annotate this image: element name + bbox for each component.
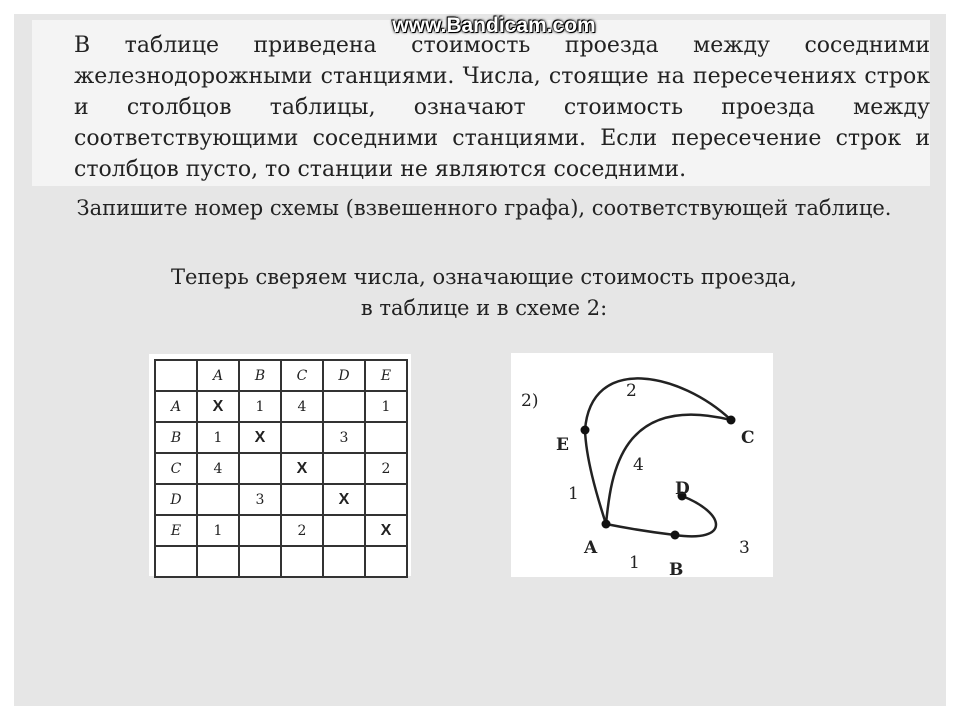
table-row xyxy=(155,546,407,577)
table-corner-cell xyxy=(155,360,197,391)
table-row xyxy=(155,484,407,515)
table-cell: 2 xyxy=(365,453,407,484)
node-c-label: C xyxy=(741,428,755,448)
watermark: www.Bandicam.com xyxy=(392,14,596,37)
row-header: C xyxy=(155,453,197,484)
table-cell xyxy=(323,546,365,577)
row-header: E xyxy=(155,515,197,546)
table-cell xyxy=(281,484,323,515)
row-header: D xyxy=(155,484,197,515)
row-header: A xyxy=(155,391,197,422)
weight-e-c: 2 xyxy=(626,381,637,401)
weight-a-e: 1 xyxy=(568,484,579,504)
node-c-dot xyxy=(727,416,736,425)
table-cell xyxy=(281,546,323,577)
table-cell xyxy=(239,515,281,546)
table-cell xyxy=(281,422,323,453)
node-e-dot xyxy=(581,426,590,435)
column-header: D xyxy=(323,360,365,391)
cost-table-panel xyxy=(149,354,411,576)
table-cell xyxy=(239,546,281,577)
compare-text xyxy=(44,262,924,324)
table-row xyxy=(155,422,407,453)
table-cell: X xyxy=(365,515,407,546)
table-cell xyxy=(239,453,281,484)
table-cell: 4 xyxy=(197,453,239,484)
table-cell: 4 xyxy=(281,391,323,422)
table-cell xyxy=(197,546,239,577)
node-b-dot xyxy=(671,531,680,540)
table-cell xyxy=(323,391,365,422)
compare-line-1: Теперь сверяем числа, означающие стоимость проезда, xyxy=(171,265,797,289)
table-cell: 2 xyxy=(281,515,323,546)
table-row xyxy=(155,391,407,422)
table-cell xyxy=(323,515,365,546)
node-a-dot xyxy=(602,520,611,529)
edge-a-e xyxy=(585,430,606,524)
table-cell: X xyxy=(281,453,323,484)
edge-a-c xyxy=(606,415,731,524)
table-cell xyxy=(323,453,365,484)
table-cell xyxy=(155,546,197,577)
table-cell: 3 xyxy=(323,422,365,453)
weight-a-c: 4 xyxy=(633,455,644,475)
node-d-label: D xyxy=(675,479,690,499)
column-header: C xyxy=(281,360,323,391)
table-cell: 1 xyxy=(197,515,239,546)
compare-line-2: в таблице и в схеме 2: xyxy=(360,296,608,320)
question-text: Запишите номер схемы (взвешенного графа), соответствующей таблице. xyxy=(76,196,892,220)
problem-box xyxy=(32,20,930,186)
edge-a-b xyxy=(606,524,675,535)
table-header-row xyxy=(155,360,407,391)
table-cell xyxy=(365,484,407,515)
column-header: B xyxy=(239,360,281,391)
table-row xyxy=(155,515,407,546)
table-cell: 1 xyxy=(365,391,407,422)
table-cell: X xyxy=(239,422,281,453)
column-header: A xyxy=(197,360,239,391)
table-cell xyxy=(197,484,239,515)
node-a-label: A xyxy=(584,538,598,558)
edge-e-c xyxy=(585,378,731,430)
table-row xyxy=(155,453,407,484)
table-cell xyxy=(365,422,407,453)
cost-table xyxy=(154,359,408,578)
table-cell: X xyxy=(323,484,365,515)
table-cell: 1 xyxy=(197,422,239,453)
problem-text: В таблице приведена стоимость проезда между соседними железнодорожными станциями. Числа, стоящие на пересечениях строк и столбцов таблицы, означают стоимость проезда между соответствующими соседними станциями. Если пересечение строк и столбцов пусто, то станции не являются соседними. xyxy=(74,33,930,182)
table-cell xyxy=(365,546,407,577)
table-cell: 1 xyxy=(239,391,281,422)
node-e-label: E xyxy=(556,435,569,455)
graph-number-label: 2) xyxy=(521,391,539,411)
weighted-graph xyxy=(511,353,773,577)
weight-a-b: 1 xyxy=(629,553,640,573)
row-header: B xyxy=(155,422,197,453)
node-b-label: B xyxy=(669,560,684,577)
table-cell: 3 xyxy=(239,484,281,515)
column-header: E xyxy=(365,360,407,391)
edge-b-d xyxy=(675,496,716,536)
slide xyxy=(14,14,946,706)
table-cell: X xyxy=(197,391,239,422)
graph-panel xyxy=(511,353,773,577)
weight-b-d: 3 xyxy=(739,538,750,558)
